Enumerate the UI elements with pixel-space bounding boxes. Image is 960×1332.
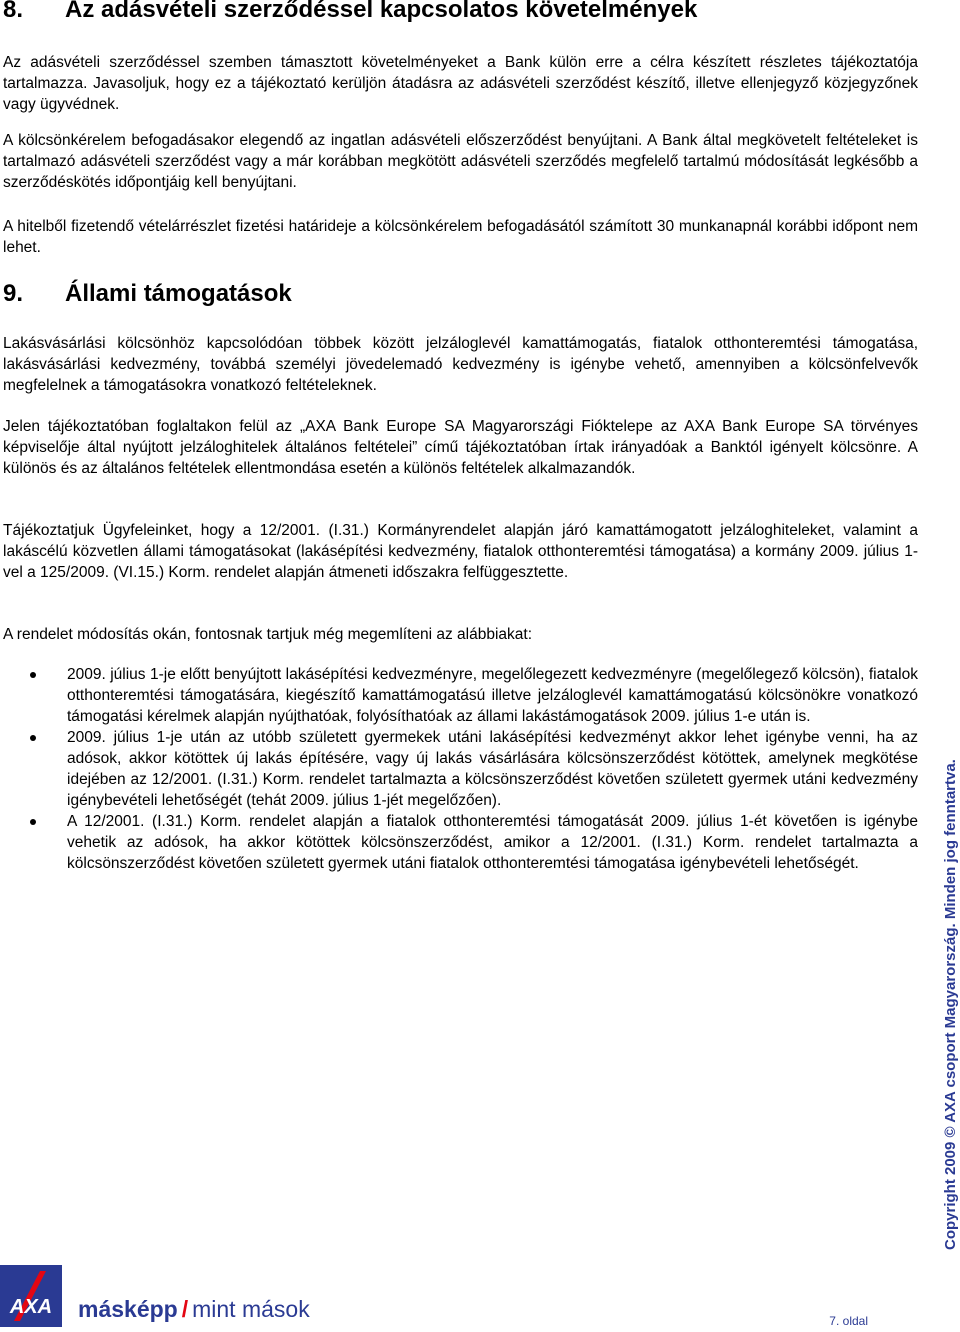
list-item-text: A 12/2001. (I.31.) Korm. rendelet alapján a fiatalok otthonteremtési támogatását 2009. július 1-ét követően is igénybe vehetik az adósok, ha akkor kötöttek kölcsönszerződést, amikor a 12/2001. (I.31.) Korm. rendelet tartalmazta a kölcsönszerződést követően született gyermek utáni fiatalok otthonteremtési támogatása igénybevételi lehetőségét. <box>67 813 918 872</box>
section-9-title: Állami támogatások <box>65 280 292 307</box>
section-9-paragraph-2: Jelen tájékoztatóban foglaltakon felül az „AXA Bank Europe SA Magyarországi Fióktelepe az AXA Bank Europe SA törvényes képviselője által nyújtott jelzáloghitelek általános feltételei” című tájékoztatóban írtak irányadóak a Banktól igényelt kölcsönre. A különös és az általános feltételek ellentmondása esetén a különös feltételek alkalmazandók. <box>3 418 918 477</box>
bullet-icon <box>30 735 36 741</box>
list-item <box>3 727 918 811</box>
section-9-paragraph-1: Lakásvásárlási kölcsönhöz kapcsolódóan többek között jelzáloglevél kamattámogatás, fiatalok otthonteremtési támogatása, lakásvásárlási kedvezmény, továbbá személyi jövedelemadó kedvezmény is igénybe vehető, amennyiben a kölcsönfelvevők megfelelnek a támogatásokra vonatkozó feltételeknek. <box>3 335 918 394</box>
list-item-text: 2009. július 1-je után az utóbb született gyermekek utáni lakásépítési kedvezményt akkor lehet igénybe venni, ha az adósok, akkor kötöttek új lakás építésére, vagy új lakás vásárlására kölcsönszerződést kötöttek, amelynek megkötése idejében az 12/2001. (I.31.) Korm. rendelet tartalmazta a kölcsönszerződést követően született gyermek utáni kedvezmény igénybevételi lehetőségét (tehát 2009. július 1-jét megelőzően). <box>67 729 918 809</box>
section-8-title: Az adásvételi szerződéssel kapcsolatos követelmények <box>65 0 698 23</box>
list-item-text: 2009. július 1-je előtt benyújtott lakásépítési kedvezményre, megelőlegezett kedvezményre (megelőlegező kölcsön), fiatalok otthonteremtési támogatására, kiegészítő kamattámogatású illetve jelzáloglevél kamattámogatású kölcsönökre vonatkozó támogatási kérelmek alapján nyújthatóak, folyósíthatóak az állami lakástámogatások 2009. július 1-e után is. <box>67 666 918 725</box>
axa-logo-icon <box>0 1265 62 1327</box>
page-number: 7. oldal <box>829 1314 868 1328</box>
section-8-heading <box>3 0 697 26</box>
section-8-paragraph-1: Az adásvételi szerződéssel szemben támasztott követelményeket a Bank külön erre a célra készített részletes tájékoztatója tartalmazza. Javasoljuk, hogy ez a tájékoztató kerüljön átadásra az adásvételi szerződést készítő, illetve ellenjegyző közjegyzőnek vagy ügyvédnek. <box>3 54 918 113</box>
section-9-paragraph-4: A rendelet módosítás okán, fontosnak tartjuk még megemlíteni az alábbiakat: <box>3 626 533 643</box>
tagline-separator: / <box>181 1296 189 1322</box>
svg-text:AXA: AXA <box>9 1296 53 1318</box>
section-8-number: 8. <box>3 0 24 23</box>
bullet-list <box>3 664 918 874</box>
bullet-icon <box>30 672 36 678</box>
section-8-paragraph-2: A kölcsönkérelem befogadásakor elegendő az ingatlan adásvételi előszerződést benyújtani. A Bank által megkövetelt feltételeket is tartalmazó adásvételi szerződést vagy a már korábban megkötött adásvételi szerződés megfelelő tartalmú módosítását legkésőbb a szerződéskötés időpontjáig kell benyújtani. <box>3 132 918 191</box>
bullet-icon <box>30 819 36 825</box>
section-8-paragraph-3: A hitelből fizetendő vételárrészlet fizetési határideje a kölcsönkérelem befogadásától számított 30 munkanapnál korábbi időpont nem lehet. <box>3 218 918 256</box>
brand-tagline <box>78 1296 310 1323</box>
list-item <box>3 664 918 727</box>
tagline-part-b: mint mások <box>192 1296 310 1322</box>
list-item <box>3 811 918 874</box>
tagline-part-a: másképp <box>78 1296 178 1322</box>
section-9-heading <box>3 278 292 310</box>
copyright-sidebar: Copyright 2009 © AXA csoport Magyarország. Minden jog fenntartva. <box>942 759 959 1250</box>
section-9-paragraph-3: Tájékoztatjuk Ügyfeleinket, hogy a 12/2001. (I.31.) Kormányrendelet alapján járó kamattámogatott jelzáloghiteleket, valamint a lakáscélú közvetlen állami támogatásokat (lakásépítési kedvezmény, fiatalok otthonteremtési támogatása) a kormány 2009. július 1-vel a 125/2009. (VI.15.) Korm. rendelet alapján átmeneti időszakra felfüggesztette. <box>3 522 918 581</box>
section-9-number: 9. <box>3 280 24 307</box>
